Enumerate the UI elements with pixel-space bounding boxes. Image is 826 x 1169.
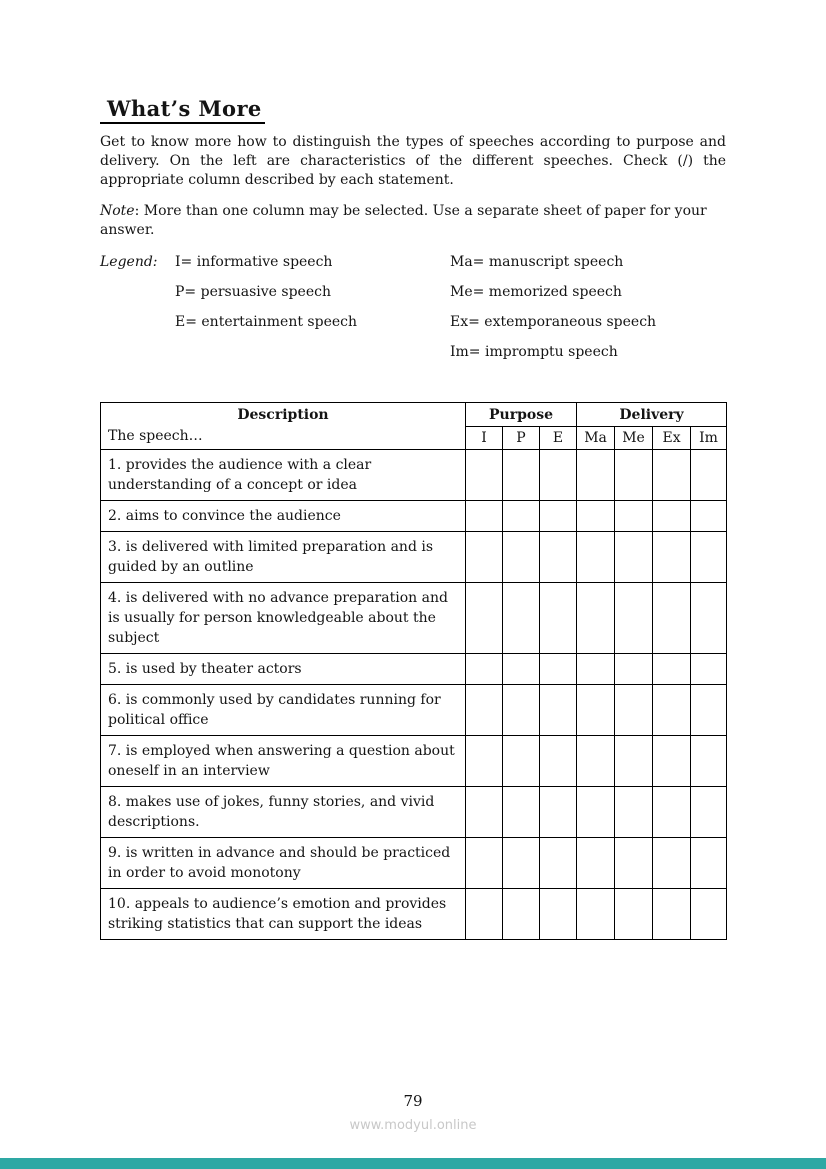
legend-label-spacer [100,343,175,362]
check-cell [503,787,540,838]
description-header: Description [237,407,329,423]
check-cell [503,501,540,532]
table-row [101,685,727,736]
check-cell [540,685,577,736]
legend-item: Ma= manuscript speech [450,254,624,270]
row-description: 9. is written in advance and should be practiced in order to avoid monotony [101,838,466,889]
row-description: 1. provides the audience with a clear understanding of a concept or idea [101,450,466,501]
row-description: 4. is delivered with no advance preparation and is usually for person knowledgeable about the subject [101,583,466,654]
row-description: 10. appeals to audience’s emotion and provides striking statistics that can support the ideas [101,889,466,940]
check-cell [653,685,691,736]
check-cell [691,787,727,838]
legend-item: E= entertainment speech [175,314,357,330]
check-cell [577,736,615,787]
table-row [101,889,727,940]
check-cell [615,889,653,940]
check-cell [540,501,577,532]
table-row [101,501,727,532]
check-cell [653,889,691,940]
row-description: 3. is delivered with limited preparation and is guided by an outline [101,532,466,583]
check-cell [540,583,577,654]
legend-section [100,253,726,362]
check-cell [653,787,691,838]
note-paragraph [100,202,726,240]
check-cell [653,450,691,501]
check-cell [577,685,615,736]
check-cell [503,654,540,685]
check-cell [466,838,503,889]
check-cell [653,583,691,654]
check-cell [466,787,503,838]
table-row [101,736,727,787]
table-row [101,838,727,889]
delivery-header: Delivery [577,403,727,427]
row-description: 5. is used by theater actors [101,654,466,685]
footer-accent-bar [0,1158,826,1169]
legend-item: Im= impromptu speech [450,344,618,360]
legend-item: I= informative speech [175,254,333,270]
legend-label-spacer [100,283,175,302]
check-cell [540,889,577,940]
table-header-row [101,403,727,427]
row-description: 6. is commonly used by candidates running for political office [101,685,466,736]
check-cell [466,889,503,940]
check-cell [577,889,615,940]
legend-row [100,313,726,332]
col-header-impromptu: Im [691,427,727,450]
legend-row [100,253,726,272]
check-cell [503,685,540,736]
check-cell [503,889,540,940]
check-cell [653,838,691,889]
check-cell [577,787,615,838]
legend-item: Ex= extemporaneous speech [450,314,657,330]
table-row [101,654,727,685]
check-cell [615,838,653,889]
row-description: 2. aims to convince the audience [101,501,466,532]
row-description: 8. makes use of jokes, funny stories, and vivid descriptions. [101,787,466,838]
row-description: 7. is employed when answering a question about oneself in an interview [101,736,466,787]
watermark: www.modyul.online [349,1118,477,1133]
check-cell [577,838,615,889]
check-cell [691,838,727,889]
check-cell [691,736,727,787]
check-cell [540,787,577,838]
check-cell [615,532,653,583]
check-cell [615,736,653,787]
check-cell [540,736,577,787]
note-text: : More than one column may be selected. Use a separate sheet of paper for your answer. [100,203,707,238]
check-cell [691,889,727,940]
check-cell [466,685,503,736]
page-title-text: What’s More [100,96,265,124]
check-cell [577,501,615,532]
check-cell [691,450,727,501]
check-cell [466,450,503,501]
check-cell [615,685,653,736]
check-cell [503,583,540,654]
check-cell [577,583,615,654]
col-header-memorized: Me [615,427,653,450]
check-cell [653,532,691,583]
check-cell [466,532,503,583]
check-cell [691,501,727,532]
check-cell [577,450,615,501]
check-cell [577,654,615,685]
check-cell [615,450,653,501]
check-cell [503,838,540,889]
check-cell [691,654,727,685]
check-cell [615,501,653,532]
check-cell [691,583,727,654]
legend-row [100,343,726,362]
table-head [101,403,727,450]
col-header-entertainment: E [540,427,577,450]
check-cell [540,532,577,583]
check-cell [466,501,503,532]
col-header-persuasive: P [503,427,540,450]
check-cell [653,501,691,532]
table-row [101,583,727,654]
the-speech-label: The speech… [108,428,203,444]
legend-label: Legend: [100,254,158,270]
check-cell [503,450,540,501]
purpose-header: Purpose [466,403,577,427]
check-cell [653,736,691,787]
check-cell [615,583,653,654]
legend-label-spacer [100,313,175,332]
table-body [101,450,727,940]
check-cell [653,654,691,685]
check-cell [540,838,577,889]
check-cell [540,450,577,501]
check-cell [466,736,503,787]
table-row [101,450,727,501]
legend-item: P= persuasive speech [175,284,331,300]
page-number: 79 [403,1092,423,1110]
intro-paragraph: Get to know more how to distinguish the types of speeches according to purpose and delivery. On the left are characteristics of the different speeches. Check (/) the appropriate column described by each statement. [100,134,726,188]
legend-item [175,343,450,362]
table-row [101,532,727,583]
col-header-extemporaneous: Ex [653,427,691,450]
check-cell [503,532,540,583]
col-header-manuscript: Ma [577,427,615,450]
check-cell [466,654,503,685]
check-cell [691,532,727,583]
description-header-cell [101,403,466,450]
table-row [101,787,727,838]
col-header-informative: I [466,427,503,450]
check-cell [503,736,540,787]
check-cell [540,654,577,685]
check-cell [577,532,615,583]
legend-item: Me= memorized speech [450,284,622,300]
check-cell [691,685,727,736]
note-label: Note [100,203,135,219]
check-cell [615,787,653,838]
check-cell [466,583,503,654]
page-title [100,96,726,124]
check-cell [615,654,653,685]
speech-types-table [100,402,727,940]
legend-row [100,283,726,302]
